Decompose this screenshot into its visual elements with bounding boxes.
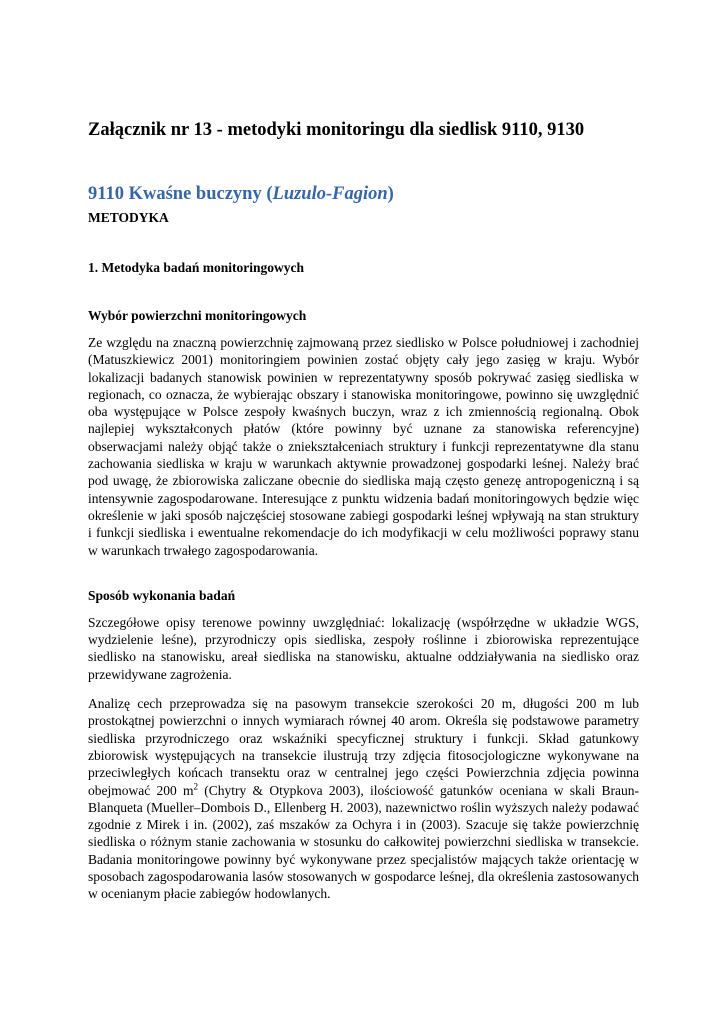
section-title-close: ) [387, 184, 394, 204]
metodyka-label: METODYKA [88, 210, 169, 225]
document-title: Załącznik nr 13 - metodyki monitoringu dla siedlisk 9110, 9130 [88, 120, 585, 140]
heading-methodology: 1. Metodyka badań monitoringowych [88, 260, 305, 275]
paragraph-site-selection: Ze względu na znaczną powierzchnię zajmowaną przez siedlisko w Polsce południowej i zachodniej (Matuszkiewicz 2001) monitoringiem powinien zostać objęty cały jego zasięg w kraju. Wybór lokalizacji badanych stanowisk powinien w reprezentatywny sposób pokrywać zasięg siedliska w regionach, co oznacza, że wybierając obszary i stanowiska monitoringowe, powinno się uwzględnić oba występujące w Polsce zespoły kwaśnych buczyn, wraz z ich zmiennością regionalną. Obok najlepiej wykształconych płatów (które powinny być uznane za stanowiska referencyjne) obserwacjami należy objąć także o zniekształceniach struktury i funkcji reprezentatywne dla stanu zachowania siedliska w kraju w warunkach aktywnie prowadzonej gospodarki leśnej. Należy brać pod uwagę, że zbiorowiska zaliczane obecnie do siedliska mają często genezę antropogeniczną i są intensywnie zagospodarowane. Interesujące z punktu widzenia badań monitoringowych będzie więc określenie w jaki sposób najczęściej stosowane zabiegi gospodarki leśnej wpływają na stan struktury i funkcji siedliska i ewentualne rekomendacje do ich modyfikacji w celu możliwości poprawy stanu w warunkach trwałego zagospodarowania. [88, 335, 639, 558]
paragraph-transect-part-1: Analizę cech przeprowadza się na pasowym transekcie szerokości 20 m, długości 200 m lub prostokątnej powierzchni o innych wymiarach równej 40 arom. Określa się podstawowe parametry siedliska przyrodniczego oraz wskaźniki specyficznej struktury i funkcji. Skład gatunkowy zbiorowisk występujących na transekcie ilustrują trzy zdjęcia fitosocjologiczne wykonywane na przeciwległych końcach transektu oraz w centralnej jego części Powierzchnia zdjęcia powinna obejmować 200 m [88, 696, 639, 798]
section-title [88, 182, 639, 206]
subheading-site-selection: Wybór powierzchni monitoringowych [88, 308, 307, 323]
square-meter-superscript: 2 [193, 781, 199, 792]
paragraph-transect-analysis [88, 695, 639, 903]
document-page [88, 118, 639, 903]
subheading-research-method: Sposób wykonania badań [88, 587, 236, 603]
section-code-title: 9110 Kwaśne buczyny ( [88, 184, 273, 204]
section-latin-name: Luzulo-Fagion [272, 184, 388, 204]
paragraph-transect-part-2: (Chytry & Otypkova 2003), ilościowość gatunków oceniana w skali Braun-Blanqueta (Mueller–Dombois D., Ellenberg H. 2003), nazewnictwo roślin wyższych należy podawać zgodnie z Mirek i in. (2002), zaś mszaków za Ochyra i in (2003). Szacuje się także powierzchnię siedliska o różnym stanie zachowania w stosunku do całkowitej powierzchni siedliska w transekcie. Badania monitoringowe powinny być wykonywane przez specjalistów mających także orientację w sposobach zagospodarowania lasów stosowanych w gospodarce leśnej, dla określenia zastosowanych w ocenianym płacie zabiegów hodowlanych. [88, 782, 639, 902]
paragraph-field-description: Szczegółowe opisy terenowe powinny uwzględniać: lokalizację (współrzędne w układzie WGS, wydzielenie leśne), przyrodniczy opis siedliska, zespoły roślinne i zbiorowiska reprezentujące siedlisko na stanowisku, areał siedliska na stanowisku, aktualne oddziaływania na siedlisko oraz przewidywane zagrożenia. [88, 614, 639, 682]
